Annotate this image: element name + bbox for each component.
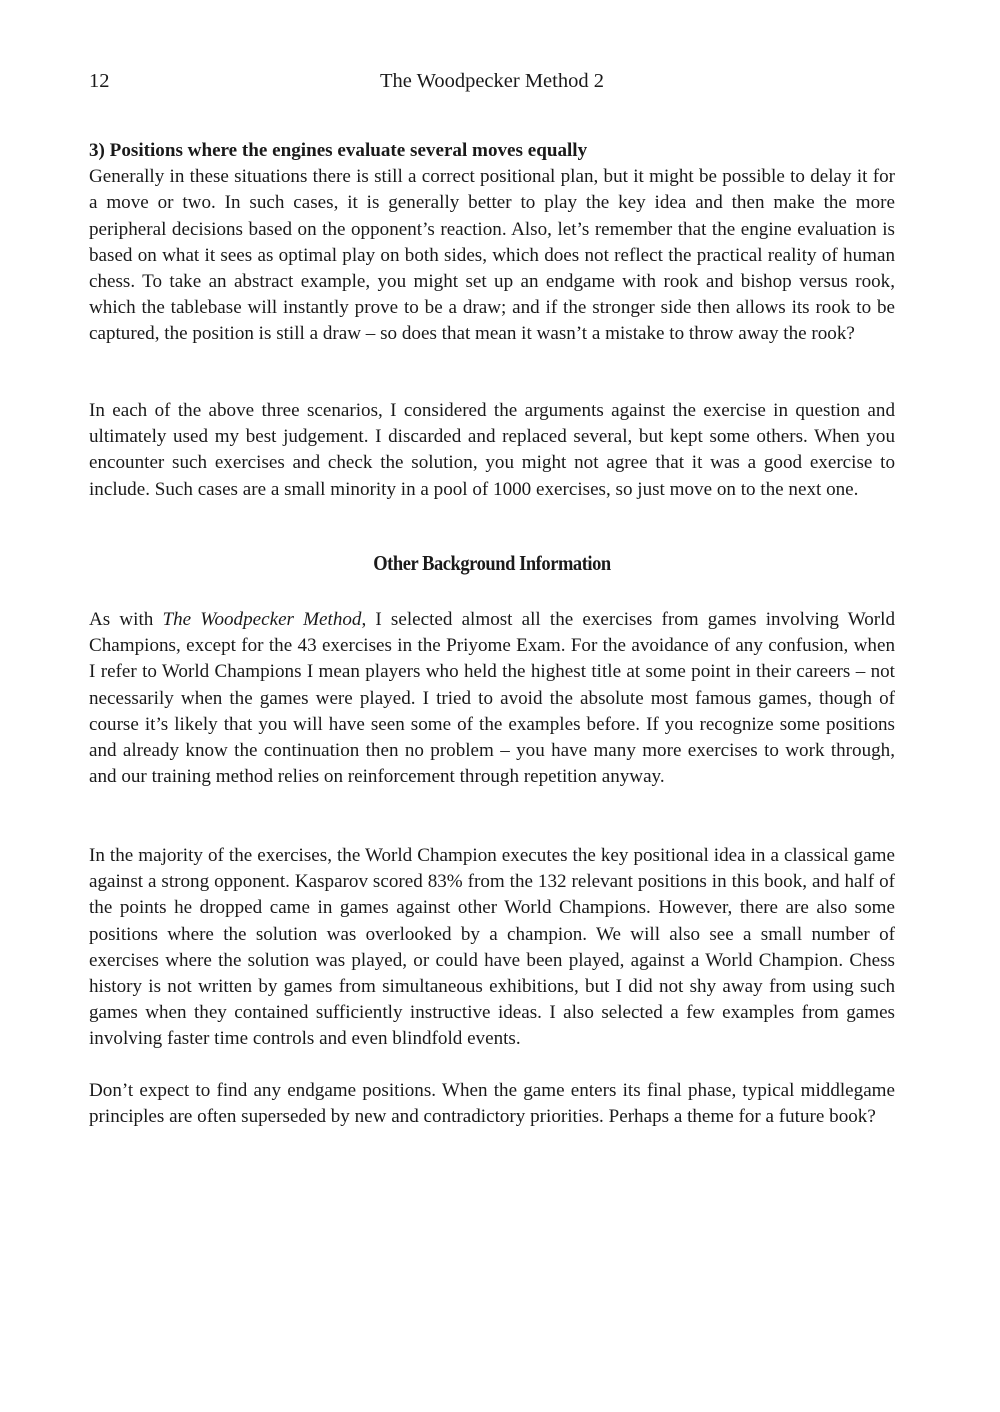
book-title-reference: The Woodpecker Method [162, 609, 362, 630]
book-page [89, 0, 895, 1412]
scenarios-paragraph-block [89, 398, 895, 503]
background-paragraph-2-block [89, 843, 895, 1053]
section-3-block [89, 138, 895, 348]
background-paragraph-1-block [89, 607, 895, 790]
p1-lead-text: As with [89, 609, 163, 630]
background-paragraph-1 [89, 607, 895, 790]
section-3-paragraph: Generally in these situations there is still a correct positional plan, but it might be possible to delay it for a move or two. In such cases, it is generally better to play the key idea and then make the more peripheral decisions based on the opponent’s reaction. Also, let’s remember that the engine evaluation is based on what it sees as optimal play on both sides, which does not reflect the practical reality of human chess. To take an abstract example, you might set up an endgame with rook and bishop versus rook, which the tablebase will instantly prove to be a draw; and if the stronger side then allows its rook to be captured, the position is still a draw – so does that mean it wasn’t a mistake to throw away the rook? [89, 166, 895, 345]
background-paragraph-3-block [89, 1078, 895, 1130]
background-paragraph-2: In the majority of the exercises, the World Champion executes the key positional idea in a classical game against a strong opponent. Kasparov scored 83% from the 132 relevant positions in this book, and half of the points he dropped came in games against other World Champions. However, there are also some positions where the solution was overlooked by a champion. We will also see a small number of exercises where the solution was played, or could have been played, against a World Champion. Chess history is not written by games from simultaneous exhibitions, but I did not shy away from using such games when they contained sufficiently instructive ideas. I also selected a few examples from games involving faster time controls and even blindfold events. [89, 845, 895, 1050]
p1-rest-text: , I selected almost all the exercises from games involving World Champions, except for the 43 exercises in the Priyome Exam. For the avoidance of any confusion, when I refer to World Champions I mean players who held the highest title at some point in their careers – not necessarily when the games were played. I tried to avoid the absolute most famous games, though of course it’s likely that you will have seen some of the examples before. If you recognize some positions and already know the continuation then no problem – you have many more exercises to work through, and our training method relies on reinforcement through repetition anyway. [89, 609, 896, 788]
section-3-subheading: 3) Positions where the engines evaluate several moves equally [89, 140, 588, 161]
section-heading-other-background: Other Background Information [373, 551, 611, 575]
scenarios-paragraph: In each of the above three scenarios, I considered the arguments against the exercise in question and ultimately used my best judgement. I discarded and replaced several, but kept some others. When you encounter such exercises and check the solution, you might not agree that it was a good exercise to include. Such cases are a small minority in a pool of 1000 exercises, so just move on to the next one. [89, 400, 895, 500]
page-number: 12 [89, 70, 110, 92]
book-title: The Woodpecker Method 2 [380, 70, 604, 92]
background-paragraph-3: Don’t expect to find any endgame positions. When the game enters its final phase, typical middlegame principles are often superseded by new and contradictory priorities. Perhaps a theme for a future book? [89, 1080, 895, 1128]
running-head [89, 70, 895, 100]
